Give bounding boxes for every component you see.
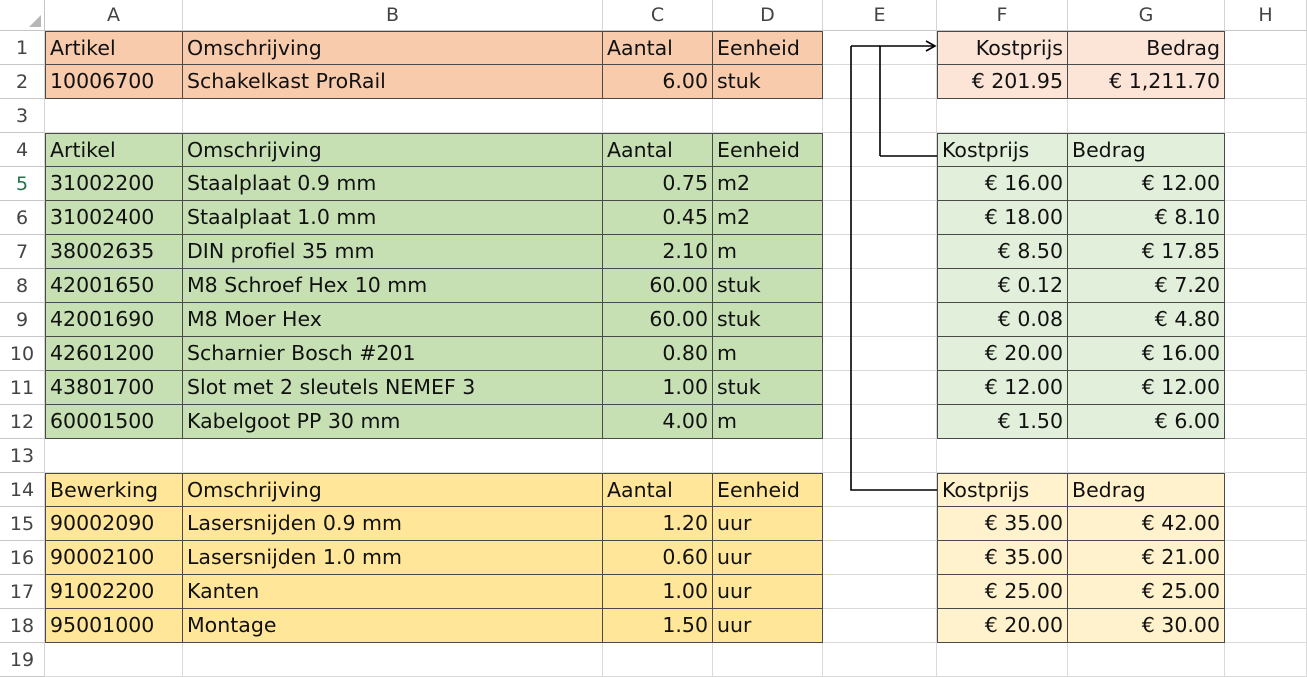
- column-header-e[interactable]: E: [823, 0, 937, 31]
- amount-cell[interactable]: € 17.85: [1068, 235, 1225, 269]
- row-header-9[interactable]: 9: [0, 303, 45, 337]
- description-cell[interactable]: Staalplaat 1.0 mm: [183, 201, 603, 235]
- empty-cell[interactable]: [823, 303, 937, 337]
- description-cell[interactable]: DIN profiel 35 mm: [183, 235, 603, 269]
- quantity-cell[interactable]: 60.00: [603, 269, 713, 303]
- amount-cell[interactable]: € 4.80: [1068, 303, 1225, 337]
- cost-header-cell[interactable]: Bedrag: [1068, 473, 1225, 507]
- description-cell[interactable]: Kanten: [183, 575, 603, 609]
- column-header-h[interactable]: H: [1225, 0, 1307, 31]
- row-header-18[interactable]: 18: [0, 609, 45, 643]
- empty-cell[interactable]: [183, 99, 603, 133]
- row-header-2[interactable]: 2: [0, 65, 45, 99]
- empty-cell[interactable]: [713, 99, 823, 133]
- row-header-8[interactable]: 8: [0, 269, 45, 303]
- header-cell[interactable]: Eenheid: [713, 31, 823, 65]
- row-header-10[interactable]: 10: [0, 337, 45, 371]
- empty-cell[interactable]: [1225, 507, 1307, 541]
- empty-cell[interactable]: [823, 609, 937, 643]
- quantity-cell[interactable]: 1.50: [603, 609, 713, 643]
- empty-cell[interactable]: [1225, 303, 1307, 337]
- description-cell[interactable]: M8 Moer Hex: [183, 303, 603, 337]
- amount-cell[interactable]: € 16.00: [1068, 337, 1225, 371]
- cost-header-cell[interactable]: Bedrag: [1068, 133, 1225, 167]
- article-code-cell[interactable]: 42001650: [45, 269, 183, 303]
- empty-cell[interactable]: [45, 99, 183, 133]
- unit-cell[interactable]: stuk: [713, 269, 823, 303]
- cost-price-cell[interactable]: € 35.00: [937, 541, 1068, 575]
- empty-cell[interactable]: [937, 643, 1068, 677]
- quantity-cell[interactable]: 2.10: [603, 235, 713, 269]
- description-cell[interactable]: M8 Schroef Hex 10 mm: [183, 269, 603, 303]
- header-cell[interactable]: Aantal: [603, 31, 713, 65]
- description-cell[interactable]: Montage: [183, 609, 603, 643]
- empty-cell[interactable]: [1225, 201, 1307, 235]
- empty-cell[interactable]: [823, 473, 937, 507]
- amount-cell[interactable]: € 12.00: [1068, 167, 1225, 201]
- row-header-3[interactable]: 3: [0, 99, 45, 133]
- unit-cell[interactable]: m2: [713, 167, 823, 201]
- amount-cell[interactable]: € 8.10: [1068, 201, 1225, 235]
- cost-header-cell[interactable]: Bedrag: [1068, 31, 1225, 65]
- empty-cell[interactable]: [1225, 99, 1307, 133]
- empty-cell[interactable]: [1068, 643, 1225, 677]
- header-cell[interactable]: Eenheid: [713, 473, 823, 507]
- empty-cell[interactable]: [1068, 99, 1225, 133]
- amount-cell[interactable]: € 25.00: [1068, 575, 1225, 609]
- description-cell[interactable]: Lasersnijden 1.0 mm: [183, 541, 603, 575]
- unit-cell[interactable]: m2: [713, 201, 823, 235]
- unit-cell[interactable]: stuk: [713, 65, 823, 99]
- row-header-15[interactable]: 15: [0, 507, 45, 541]
- empty-cell[interactable]: [603, 99, 713, 133]
- row-header-6[interactable]: 6: [0, 201, 45, 235]
- cost-price-cell[interactable]: € 201.95: [937, 65, 1068, 99]
- empty-cell[interactable]: [603, 643, 713, 677]
- quantity-cell[interactable]: 0.60: [603, 541, 713, 575]
- article-code-cell[interactable]: 91002200: [45, 575, 183, 609]
- row-header-4[interactable]: 4: [0, 133, 45, 167]
- empty-cell[interactable]: [823, 133, 937, 167]
- row-header-7[interactable]: 7: [0, 235, 45, 269]
- empty-cell[interactable]: [183, 439, 603, 473]
- column-header-d[interactable]: D: [713, 0, 823, 31]
- empty-cell[interactable]: [1225, 167, 1307, 201]
- article-code-cell[interactable]: 10006700: [45, 65, 183, 99]
- unit-cell[interactable]: m: [713, 405, 823, 439]
- row-header-5[interactable]: 5: [0, 167, 45, 201]
- empty-cell[interactable]: [1225, 575, 1307, 609]
- amount-cell[interactable]: € 6.00: [1068, 405, 1225, 439]
- quantity-cell[interactable]: 1.20: [603, 507, 713, 541]
- column-header-a[interactable]: A: [45, 0, 183, 31]
- empty-cell[interactable]: [823, 167, 937, 201]
- row-header-14[interactable]: 14: [0, 473, 45, 507]
- empty-cell[interactable]: [1225, 235, 1307, 269]
- empty-cell[interactable]: [1225, 371, 1307, 405]
- column-header-f[interactable]: F: [937, 0, 1068, 31]
- row-header-13[interactable]: 13: [0, 439, 45, 473]
- empty-cell[interactable]: [937, 439, 1068, 473]
- empty-cell[interactable]: [1225, 133, 1307, 167]
- header-cell[interactable]: Omschrijving: [183, 133, 603, 167]
- amount-cell[interactable]: € 1,211.70: [1068, 65, 1225, 99]
- amount-cell[interactable]: € 21.00: [1068, 541, 1225, 575]
- amount-cell[interactable]: € 30.00: [1068, 609, 1225, 643]
- empty-cell[interactable]: [603, 439, 713, 473]
- empty-cell[interactable]: [823, 99, 937, 133]
- empty-cell[interactable]: [823, 439, 937, 473]
- empty-cell[interactable]: [1225, 439, 1307, 473]
- empty-cell[interactable]: [1225, 473, 1307, 507]
- empty-cell[interactable]: [1225, 405, 1307, 439]
- quantity-cell[interactable]: 6.00: [603, 65, 713, 99]
- article-code-cell[interactable]: 42001690: [45, 303, 183, 337]
- cost-header-cell[interactable]: Kostprijs: [937, 133, 1068, 167]
- empty-cell[interactable]: [1068, 439, 1225, 473]
- empty-cell[interactable]: [823, 575, 937, 609]
- cost-price-cell[interactable]: € 20.00: [937, 337, 1068, 371]
- column-header-b[interactable]: B: [183, 0, 603, 31]
- description-cell[interactable]: Schakelkast ProRail: [183, 65, 603, 99]
- article-code-cell[interactable]: 90002090: [45, 507, 183, 541]
- amount-cell[interactable]: € 42.00: [1068, 507, 1225, 541]
- select-all-corner[interactable]: [0, 0, 45, 31]
- amount-cell[interactable]: € 12.00: [1068, 371, 1225, 405]
- empty-cell[interactable]: [45, 439, 183, 473]
- empty-cell[interactable]: [823, 507, 937, 541]
- quantity-cell[interactable]: 0.75: [603, 167, 713, 201]
- quantity-cell[interactable]: 60.00: [603, 303, 713, 337]
- cost-price-cell[interactable]: € 20.00: [937, 609, 1068, 643]
- article-code-cell[interactable]: 31002200: [45, 167, 183, 201]
- empty-cell[interactable]: [823, 405, 937, 439]
- row-header-17[interactable]: 17: [0, 575, 45, 609]
- header-cell[interactable]: Artikel: [45, 133, 183, 167]
- empty-cell[interactable]: [1225, 65, 1307, 99]
- unit-cell[interactable]: stuk: [713, 303, 823, 337]
- row-header-12[interactable]: 12: [0, 405, 45, 439]
- cost-price-cell[interactable]: € 18.00: [937, 201, 1068, 235]
- unit-cell[interactable]: m: [713, 235, 823, 269]
- empty-cell[interactable]: [1225, 269, 1307, 303]
- empty-cell[interactable]: [823, 371, 937, 405]
- description-cell[interactable]: Scharnier Bosch #201: [183, 337, 603, 371]
- empty-cell[interactable]: [713, 439, 823, 473]
- header-cell[interactable]: Bewerking: [45, 473, 183, 507]
- empty-cell[interactable]: [823, 643, 937, 677]
- cost-price-cell[interactable]: € 16.00: [937, 167, 1068, 201]
- article-code-cell[interactable]: 38002635: [45, 235, 183, 269]
- empty-cell[interactable]: [823, 201, 937, 235]
- empty-cell[interactable]: [823, 269, 937, 303]
- article-code-cell[interactable]: 90002100: [45, 541, 183, 575]
- unit-cell[interactable]: uur: [713, 541, 823, 575]
- unit-cell[interactable]: uur: [713, 575, 823, 609]
- header-cell[interactable]: Artikel: [45, 31, 183, 65]
- quantity-cell[interactable]: 0.80: [603, 337, 713, 371]
- unit-cell[interactable]: uur: [713, 609, 823, 643]
- empty-cell[interactable]: [1225, 337, 1307, 371]
- cost-price-cell[interactable]: € 12.00: [937, 371, 1068, 405]
- description-cell[interactable]: Slot met 2 sleutels NEMEF 3: [183, 371, 603, 405]
- empty-cell[interactable]: [823, 31, 937, 65]
- article-code-cell[interactable]: 95001000: [45, 609, 183, 643]
- empty-cell[interactable]: [183, 643, 603, 677]
- article-code-cell[interactable]: 60001500: [45, 405, 183, 439]
- cost-price-cell[interactable]: € 25.00: [937, 575, 1068, 609]
- cost-price-cell[interactable]: € 0.12: [937, 269, 1068, 303]
- quantity-cell[interactable]: 4.00: [603, 405, 713, 439]
- empty-cell[interactable]: [823, 65, 937, 99]
- article-code-cell[interactable]: 31002400: [45, 201, 183, 235]
- description-cell[interactable]: Staalplaat 0.9 mm: [183, 167, 603, 201]
- empty-cell[interactable]: [823, 235, 937, 269]
- article-code-cell[interactable]: 43801700: [45, 371, 183, 405]
- description-cell[interactable]: Kabelgoot PP 30 mm: [183, 405, 603, 439]
- amount-cell[interactable]: € 7.20: [1068, 269, 1225, 303]
- row-header-16[interactable]: 16: [0, 541, 45, 575]
- unit-cell[interactable]: uur: [713, 507, 823, 541]
- empty-cell[interactable]: [1225, 31, 1307, 65]
- row-header-1[interactable]: 1: [0, 31, 45, 65]
- quantity-cell[interactable]: 0.45: [603, 201, 713, 235]
- cost-price-cell[interactable]: € 0.08: [937, 303, 1068, 337]
- unit-cell[interactable]: stuk: [713, 371, 823, 405]
- article-code-cell[interactable]: 42601200: [45, 337, 183, 371]
- cost-price-cell[interactable]: € 1.50: [937, 405, 1068, 439]
- row-header-19[interactable]: 19: [0, 643, 45, 677]
- empty-cell[interactable]: [823, 541, 937, 575]
- empty-cell[interactable]: [937, 99, 1068, 133]
- cost-header-cell[interactable]: Kostprijs: [937, 31, 1068, 65]
- cost-price-cell[interactable]: € 8.50: [937, 235, 1068, 269]
- header-cell[interactable]: Aantal: [603, 133, 713, 167]
- header-cell[interactable]: Omschrijving: [183, 473, 603, 507]
- empty-cell[interactable]: [1225, 643, 1307, 677]
- header-cell[interactable]: Omschrijving: [183, 31, 603, 65]
- column-header-g[interactable]: G: [1068, 0, 1225, 31]
- empty-cell[interactable]: [1225, 609, 1307, 643]
- header-cell[interactable]: Aantal: [603, 473, 713, 507]
- header-cell[interactable]: Eenheid: [713, 133, 823, 167]
- column-header-c[interactable]: C: [603, 0, 713, 31]
- unit-cell[interactable]: m: [713, 337, 823, 371]
- row-header-11[interactable]: 11: [0, 371, 45, 405]
- cost-header-cell[interactable]: Kostprijs: [937, 473, 1068, 507]
- empty-cell[interactable]: [45, 643, 183, 677]
- empty-cell[interactable]: [823, 337, 937, 371]
- description-cell[interactable]: Lasersnijden 0.9 mm: [183, 507, 603, 541]
- empty-cell[interactable]: [1225, 541, 1307, 575]
- cost-price-cell[interactable]: € 35.00: [937, 507, 1068, 541]
- empty-cell[interactable]: [713, 643, 823, 677]
- quantity-cell[interactable]: 1.00: [603, 371, 713, 405]
- quantity-cell[interactable]: 1.00: [603, 575, 713, 609]
